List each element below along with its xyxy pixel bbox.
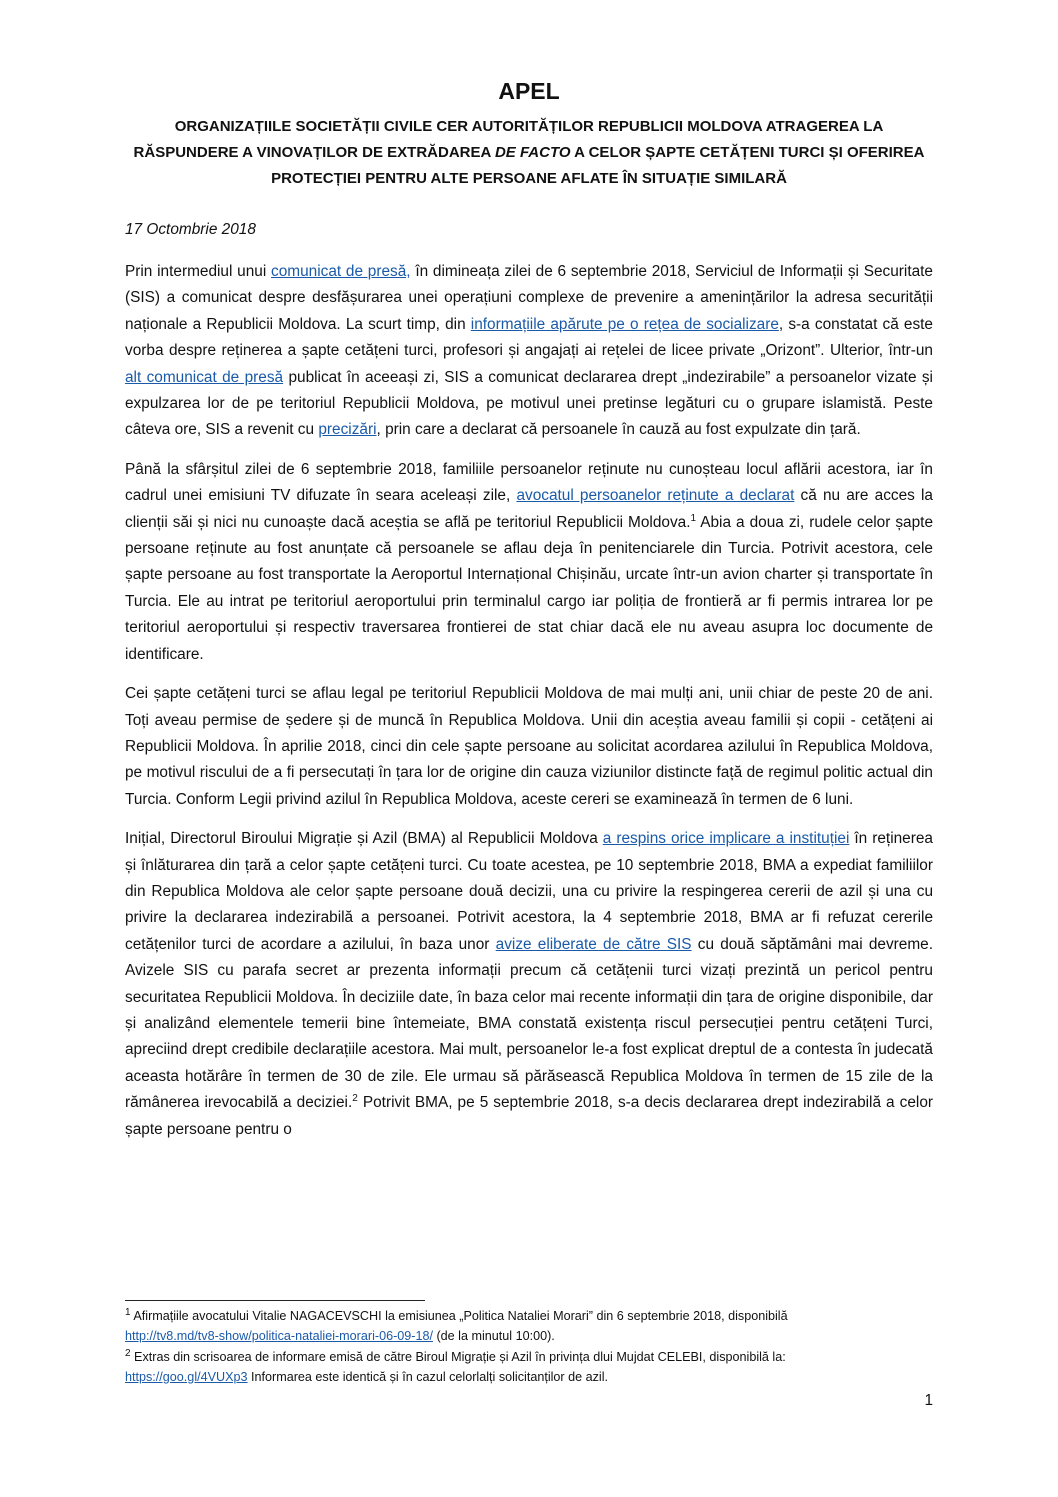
footnote-line <box>125 1327 933 1347</box>
paragraph-text: Până la sfârșitul zilei de 6 septembrie 2018, familiile persoanelor reținute nu cunoșteau locul aflării acestora, iar în cadrul unei emisiuni TV difuzate în seara aceleași zile, <box>125 460 933 505</box>
paragraph-text: Potrivit BMA, pe 5 septembrie 2018, s-a decis declararea drept indezirabilă a celor șapte persoane pentru o <box>125 1094 934 1138</box>
link-footnote-goo[interactable]: https://goo.gl/4VUXp3 <box>125 1369 248 1384</box>
document-date: 17 Octombrie 2018 <box>125 221 256 238</box>
document-title: APEL <box>498 78 560 104</box>
link-footnote-tv8[interactable]: http://tv8.md/tv8-show/politica-nataliei-morari-06-09-18/ <box>125 1328 433 1343</box>
paragraph-1 <box>125 259 933 444</box>
paragraph-text: în reținerea și înlăturarea din țară a celor șapte cetățeni turci. Cu toate acestea, pe 10 septembrie 2018, BMA a expediat familiilor din Republica Moldova ale celor șapte persoane două decizii, una cu privire la respingerea cererii de azil și una cu privire la declararea indezirabilă a persoanei. Potrivit acestora, la 4 septembrie 2018, BMA ar fi refuzat cererile cetățenilor turci de acordare a azilului, în baza unor <box>125 830 933 953</box>
footnote-text: (de la minutul 10:00). <box>432 1328 555 1343</box>
paragraph-text: în dimineața zilei de 6 septembrie 2018, Serviciul de Informații și Securitate (SIS) a comunicat despre desfășurarea unei operațiuni complexe de prevenire a amenințărilor la adresa securității naționale a Republicii Moldova. La scurt timp, din <box>125 263 933 333</box>
paragraph-2 <box>125 457 933 668</box>
footnote-number: 1 <box>125 1306 131 1318</box>
link-social-network-info[interactable]: informațiile apărute pe o rețea de socializare <box>470 315 779 333</box>
document-body <box>125 76 933 1156</box>
link-bma-denial[interactable]: a respins orice implicare a instituției <box>602 830 850 848</box>
link-clarifications[interactable]: precizări <box>318 421 377 439</box>
link-press-release[interactable]: comunicat de presă, <box>271 263 411 280</box>
footnotes <box>125 1307 933 1389</box>
paragraph-4 <box>125 826 933 1143</box>
page-number: 1 <box>924 1392 933 1409</box>
footnote-1 <box>125 1307 933 1346</box>
link-sis-notices[interactable]: avize eliberate de către SIS <box>495 935 692 953</box>
paragraph-text: că nu are acces la clienții săi și nici nu cunoaște dacă aceștia se află pe teritoriul Republicii Moldova. <box>125 487 933 531</box>
paragraph-3 <box>125 681 933 813</box>
paragraph-text: cu două săptămâni mai devreme. Avizele SIS cu parafa secret ar prezenta informații precum că cetățenii turci vizați prezintă un pericol pentru securitatea Republicii Moldova. În deciziile date, în baza celor mai recente informații din țara de origine disponibile, dar și analizând elementele temerii bine întemeiate, BMA constată existența riscul persecuției pentru cetățeni Turci, apreciind drept credibile declarațiile acestora. Mai mult, persoanelor le-a fost explicat dreptul de a contesta în judecată aceasta hotărâre în termen de 30 de zile. Ele urmau să părăsească Republica Moldova în termen de 15 zile de la rămânerea irevocabilă a deciziei. <box>125 935 933 1112</box>
document-subtitle <box>125 114 933 192</box>
footnote-ref-2[interactable]: 2 <box>352 1093 358 1105</box>
footnote-number: 2 <box>125 1348 131 1359</box>
link-second-press-release[interactable]: alt comunicat de presă <box>125 368 284 386</box>
paragraph-text: Inițial, Directorul Biroului Migrație și Azil (BMA) al Republicii Moldova <box>125 830 603 848</box>
footnote-text: Afirmațiile avocatului Vitalie NAGACEVSCHI la emisiunea „Politica Nataliei Morari” din 6 septembrie 2018, disponibilă <box>130 1309 788 1323</box>
paragraph-text: publicat în aceeași zi, SIS a comunicat declararea drept „indezirabile” a persoanelor vizate și expulzarea lor de pe teritoriul Republicii Moldova, pe motivul unei pretinse legături cu o grupare islamistă. Peste câteva ore, SIS a revenit cu <box>125 368 933 439</box>
paragraph-text: , prin care a declarat că persoanele în cauză au fost expulzate din țară. <box>376 421 861 439</box>
paragraph-text: , s-a constatat că este vorba despre reținerea a șapte cetățeni turci, profesori și angajați ai rețelei de licee private „Orizont”. Ulterior, într-un <box>125 315 933 360</box>
subtitle-italic-text: DE FACTO <box>494 144 571 161</box>
footnote-line <box>125 1368 933 1388</box>
paragraph-text: Cei șapte cetățeni turci se aflau legal pe teritoriul Republicii Moldova de mai mulți ani, unii chiar de peste 20 de ani. Toți aveau permise de ședere și de muncă în Republica Moldova. Unii din aceștia aveau familii și copii - cetățeni ai Republicii Moldova. În aprilie 2018, cinci din cele șapte persoane au solicitat acordarea azilului în Republica Moldova, pe motivul riscului de a fi persecutați în țara lor de origine din cauza viziunilor distincte față de regimul politic actual din Turcia. Conform Legii privind azilul în Republica Moldova, aceste cereri se examinează în termen de 6 luni. <box>125 685 933 808</box>
link-lawyer-statement[interactable]: avocatul persoanelor reținute a declarat <box>516 487 795 505</box>
footnote-2 <box>125 1348 933 1387</box>
subtitle-text-2: A CELOR ȘAPTE CETĂȚENI TURCI ȘI OFERIREA PROTECȚIEI PENTRU ALTE PERSOANE AFLATE ÎN SITUAȚIE SIMILARĂ <box>271 144 925 187</box>
footnote-separator <box>125 1300 425 1301</box>
footnote-text: Informarea este identică și în cazul celorlalți solicitanților de azil. <box>247 1369 609 1384</box>
footnote-ref-1[interactable]: 1 <box>690 512 697 524</box>
footnote-text: Extras din scrisoarea de informare emisă de către Biroul Migrație și Azil în privința dlui Mujdat CELEBI, disponibilă la: <box>130 1350 786 1365</box>
paragraph-text: Abia a doua zi, rudele celor șapte persoane reținute au fost anunțate că persoanele se aflau deja în penitenciarele din Turcia. Potrivit acestora, cele șapte persoane au fost transportate la Aeroportul Internațional Chișinău, urcate într-un avion charter și transportate în Turcia. Ele au intrat pe teritoriul aeroportului prin terminalul cargo iar poliția de frontieră ar fi permis intrarea lor pe teritoriul aeroportului și respectiv traversarea frontierei de stat chiar dacă ele nu aveau asupra loc documente de identificare. <box>125 513 934 663</box>
paragraph-text: Prin intermediul unui <box>125 263 272 280</box>
subtitle-text-1: ORGANIZAȚIILE SOCIETĂȚII CIVILE CER AUTORITĂȚILOR REPUBLICII MOLDOVA ATRAGEREA LA RĂSPUNDERE A VINOVAȚILOR DE EXTRĂDAREA <box>133 118 884 161</box>
